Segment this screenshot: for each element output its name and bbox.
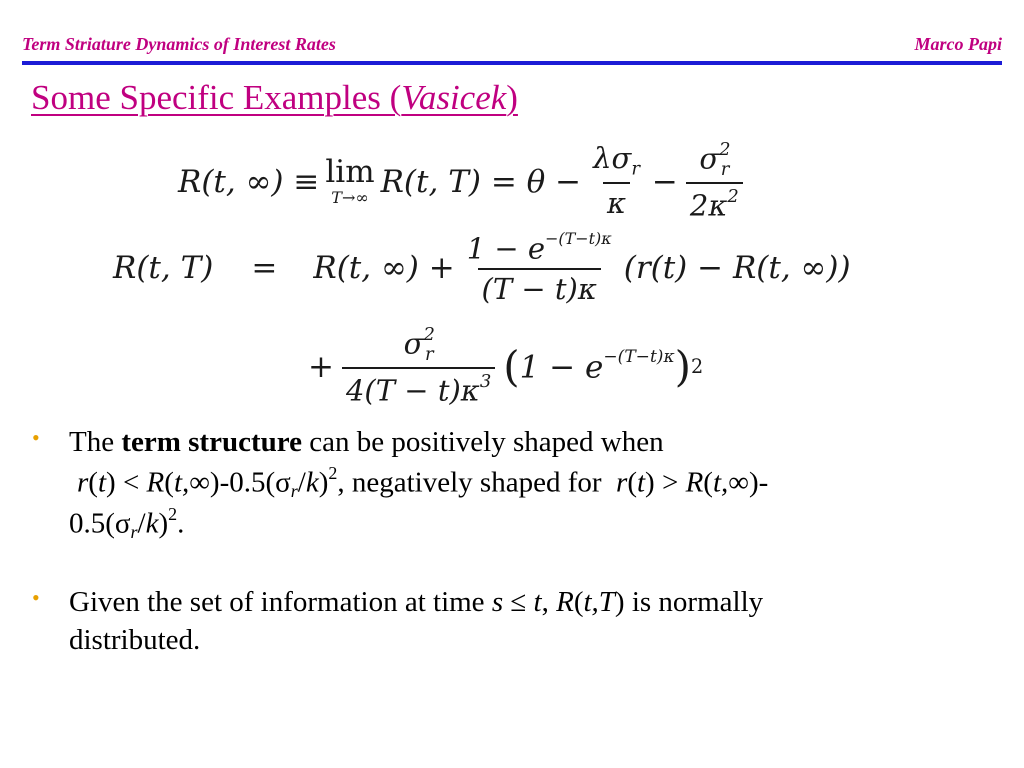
bullet-term-structure: • The term structure can be positively shaped when $r(t) < R(t,\infty)-0.5(\sigma r/k)^2$, negatively shaped for r(t) > R(t,∞)- $0.5(\sigma r/k)^2$. bbox=[32, 424, 952, 544]
bullet-list bbox=[32, 424, 952, 660]
equation-variance-term: + $\frac{\sigma^2_r}{4(T - t)\kappa^3}$ ( $1 - e^{-(T-t)\kappa}$ ) 2 bbox=[308, 324, 704, 408]
fraction-lambda-sigma: $\frac{\lambda\sigma_r}{\kappa}$ bbox=[593, 141, 640, 221]
presentation-title: Term Striature Dynamics of Interest Rates bbox=[22, 34, 336, 54]
equation-long-rate: R(t, ∞) ≡ lim T→∞ R(t, T) = θ − $\frac{\lambda\sigma_r}{\kappa}$ − $\frac{\sigma^2_r}{2\kappa^2}$ bbox=[178, 140, 751, 223]
equation-yield-curve: R(t, T) = R(t, ∞) + $\frac{1 - e^{-(T-t)\kappa}}{(T - t)\kappa}$ (r(t) − R(t, ∞)) bbox=[113, 229, 851, 306]
limit-operator: lim T→∞ bbox=[325, 154, 375, 208]
slide-title: Some Specific Examples (Vasicek) bbox=[31, 78, 518, 117]
slide-header bbox=[22, 34, 1002, 60]
author-name: Marco Papi bbox=[914, 34, 1002, 54]
fraction-exponential-decay: $\frac{1 - e^{-(T-t)\kappa}}{(T - t)\kappa}$ bbox=[466, 229, 612, 306]
fraction-sigma-over-kappa: $\frac{\sigma^2_r}{4(T - t)\kappa^3}$ bbox=[342, 325, 495, 408]
bullet-dot-icon bbox=[32, 424, 40, 453]
fraction-sigma-squared: $\frac{\sigma^2_r}{2\kappa^2}$ bbox=[686, 140, 743, 223]
header-divider bbox=[22, 61, 1002, 65]
bullet-normal-distribution: • Given the set of information at time s ≤ t, R(t,T) is normally distributed. bbox=[32, 584, 952, 659]
bullet-dot-icon bbox=[32, 584, 40, 613]
